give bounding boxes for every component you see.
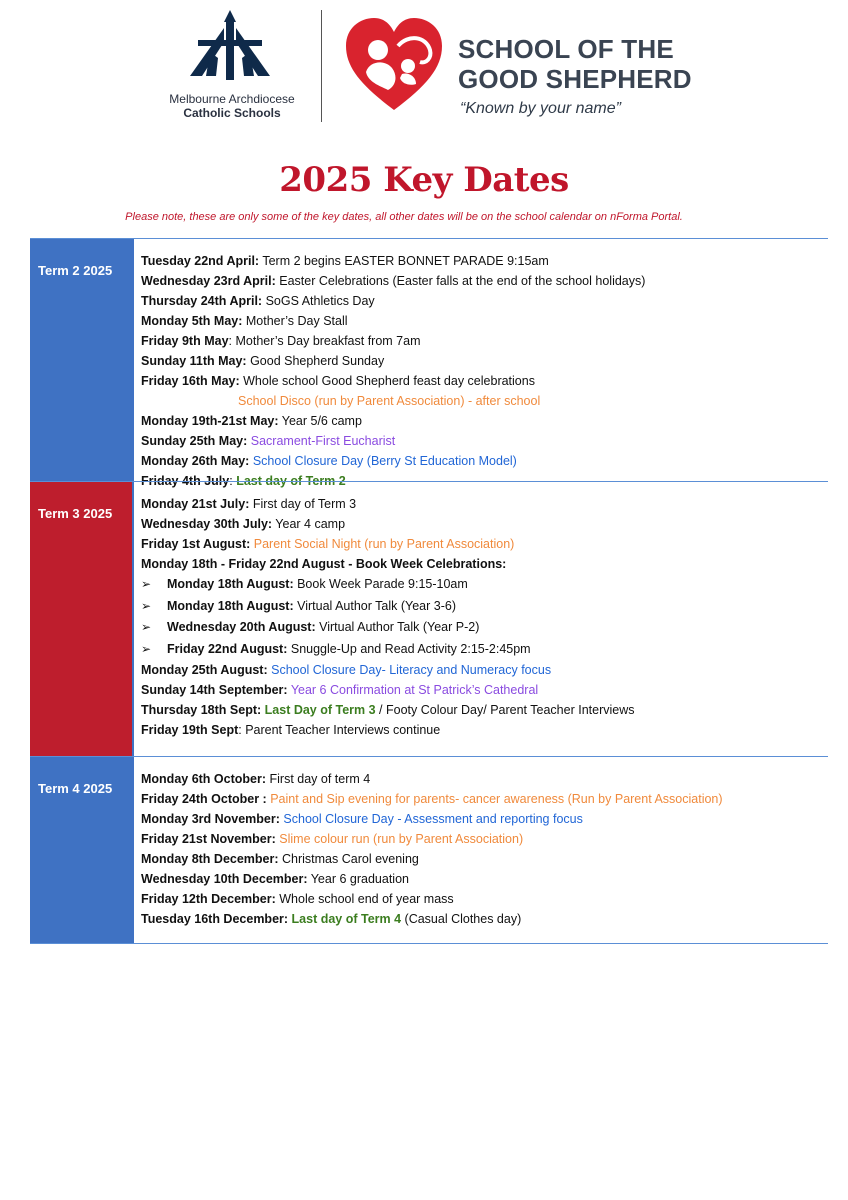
term-4-section: [30, 756, 828, 944]
date-label: Monday 18th August:: [167, 598, 294, 613]
date-entry: [141, 271, 828, 291]
date-event: Christmas Carol evening: [278, 852, 419, 866]
term-2-section: [30, 238, 828, 488]
date-label: Friday 24th October :: [141, 792, 267, 806]
date-entry: [141, 869, 828, 889]
date-label: Tuesday 22nd April:: [141, 254, 260, 268]
date-label: Friday 21st November:: [141, 832, 276, 846]
date-event: Whole school end of year mass: [275, 892, 454, 906]
date-entry: [141, 391, 828, 411]
date-event-highlight: Paint and Sip evening for parents- cancer awareness (Run by Parent Association): [270, 792, 723, 806]
date-entry: [141, 617, 828, 639]
date-label: Friday 16th May:: [141, 374, 240, 388]
date-entry: [141, 554, 828, 574]
date-entry: [141, 809, 828, 829]
date-label: Friday 4th July: [141, 474, 230, 488]
date-label: Monday 8th December:: [141, 852, 279, 866]
date-event: (Casual Clothes day): [401, 912, 522, 926]
date-entry: [141, 411, 828, 431]
date-entry: [141, 789, 828, 809]
date-event: Book Week Parade 9:15-10am: [293, 577, 468, 591]
date-entry: [141, 700, 828, 720]
date-entry: [141, 514, 828, 534]
date-entry: [141, 769, 828, 789]
page-title: 2025 Key Dates: [279, 160, 569, 200]
date-label: Sunday 14th September:: [141, 683, 288, 697]
term-2-dates: [132, 239, 828, 488]
date-entry: [141, 291, 828, 311]
date-event: Virtual Author Talk (Year P-2): [315, 620, 480, 634]
date-event: Year 5/6 camp: [278, 414, 362, 428]
date-event: Year 4 camp: [272, 517, 346, 531]
date-entry: [141, 660, 828, 680]
date-label: Monday 5th May:: [141, 314, 243, 328]
date-event-highlight: Sacrament-First Eucharist: [250, 434, 396, 448]
school-name-line2: GOOD SHEPHERD: [458, 64, 692, 94]
date-event: SoGS Athletics Day: [262, 294, 375, 308]
term-3-label: Term 3 2025: [30, 482, 132, 756]
date-entry: [141, 431, 828, 451]
date-label: Friday 12th December:: [141, 892, 276, 906]
page-header: [0, 0, 848, 150]
date-event-highlight: Last Day of Term 3: [264, 703, 376, 717]
date-event-highlight: School Closure Day - Assessment and reporting focus: [283, 812, 583, 826]
header-divider: [321, 10, 322, 122]
date-entry: [141, 371, 828, 391]
date-entry: [141, 596, 828, 618]
date-label: Monday 19th-21st May:: [141, 414, 279, 428]
term-3-section: [30, 481, 828, 756]
date-event-highlight: Parent Social Night (run by Parent Association): [253, 537, 515, 551]
date-event: Good Shepherd Sunday: [246, 354, 385, 368]
arrow-bullet-icon: ➢: [141, 641, 152, 656]
date-entry: [141, 639, 828, 661]
date-entry: [141, 251, 828, 271]
date-event: Snuggle-Up and Read Activity 2:15-2:45pm: [287, 641, 531, 656]
date-entry: [141, 451, 828, 471]
calendar-note: Please note, these are only some of the key dates, all other dates will be on the school calendar on nForma Portal.: [125, 211, 683, 223]
date-entry: [141, 574, 828, 596]
date-entry: [141, 829, 828, 849]
arrow-bullet-icon: ➢: [141, 620, 152, 634]
key-dates-table: [30, 238, 828, 944]
date-label: Wednesday 30th July:: [141, 517, 273, 531]
school-tagline: “Known by your name”: [460, 100, 621, 117]
good-shepherd-logo-icon: [342, 16, 446, 114]
mac-line1: Melbourne Archdiocese: [169, 92, 295, 106]
date-label: Wednesday 20th August:: [167, 620, 316, 634]
arrow-bullet-icon: ➢: [141, 598, 152, 613]
date-entry: [141, 494, 828, 514]
date-label: Monday 3rd November:: [141, 812, 280, 826]
date-entry: [141, 889, 828, 909]
mac-wordmark: [152, 92, 312, 120]
date-event-highlight: Slime colour run (run by Parent Association): [279, 832, 524, 846]
school-name: [458, 34, 692, 94]
school-name-line1: SCHOOL OF THE: [458, 34, 674, 64]
date-entry: [141, 534, 828, 554]
date-event: Whole school Good Shepherd feast day celebrations: [239, 374, 535, 388]
date-label: Tuesday 16th December:: [141, 912, 289, 926]
term-4-label: Term 4 2025: [30, 757, 132, 943]
date-entry: [141, 680, 828, 700]
date-label: Friday 19th Sept: [141, 723, 239, 737]
date-entry: [141, 849, 828, 869]
term-2-label: Term 2 2025: [30, 239, 132, 481]
date-event-highlight: Year 6 Confirmation at St Patrick’s Cathedral: [290, 683, 539, 697]
date-label: Monday 18th August:: [167, 577, 294, 591]
date-label: Thursday 18th Sept:: [141, 703, 262, 717]
date-label: Wednesday 23rd April:: [141, 274, 276, 288]
date-label: Friday 22nd August:: [167, 641, 288, 656]
date-event: Virtual Author Talk (Year 3-6): [293, 598, 456, 613]
date-event: Easter Celebrations (Easter falls at the end of the school holidays): [275, 274, 646, 288]
mac-logo-icon: [180, 8, 280, 84]
date-event: School Disco (run by Parent Association) - after school: [238, 394, 541, 408]
date-label: Monday 25th August:: [141, 663, 268, 677]
date-label: Monday 26th May:: [141, 454, 250, 468]
date-label: Sunday 25th May:: [141, 434, 248, 448]
date-entry: [141, 351, 828, 371]
term-4-dates: [132, 757, 828, 943]
date-entry: [141, 311, 828, 331]
date-entry: [141, 720, 828, 740]
date-label: Monday 21st July:: [141, 497, 250, 511]
date-event: : Parent Teacher Interviews continue: [238, 723, 441, 737]
date-label: Friday 1st August:: [141, 537, 251, 551]
date-event: Mother’s Day Stall: [242, 314, 348, 328]
date-event-highlight: Last day of Term 2: [236, 474, 346, 488]
date-event-highlight: School Closure Day (Berry St Education Model): [252, 454, 517, 468]
date-event: : Mother’s Day breakfast from 7am: [228, 334, 421, 348]
date-event: First day of Term 3: [249, 497, 357, 511]
date-event: Term 2 begins EASTER BONNET PARADE 9:15am: [259, 254, 549, 268]
date-event-highlight: Last day of Term 4: [291, 912, 402, 926]
date-event: :: [229, 474, 233, 488]
date-event: / Footy Colour Day/ Parent Teacher Interviews: [375, 703, 635, 717]
term-3-dates: [132, 482, 828, 756]
date-event-highlight: School Closure Day- Literacy and Numeracy focus: [271, 663, 552, 677]
date-label: Sunday 11th May:: [141, 354, 247, 368]
date-label: Wednesday 10th December:: [141, 872, 308, 886]
date-entry: [141, 331, 828, 351]
date-label: Monday 18th - Friday 22nd August - Book Week Celebrations:: [141, 557, 507, 571]
arrow-bullet-icon: ➢: [141, 577, 152, 591]
date-label: Thursday 24th April:: [141, 294, 263, 308]
date-label: Friday 9th May: [141, 334, 229, 348]
date-label: Monday 6th October:: [141, 772, 267, 786]
date-event: Year 6 graduation: [307, 872, 409, 886]
mac-line2: Catholic Schools: [183, 106, 281, 120]
date-event: First day of term 4: [266, 772, 371, 786]
date-entry: [141, 909, 828, 929]
